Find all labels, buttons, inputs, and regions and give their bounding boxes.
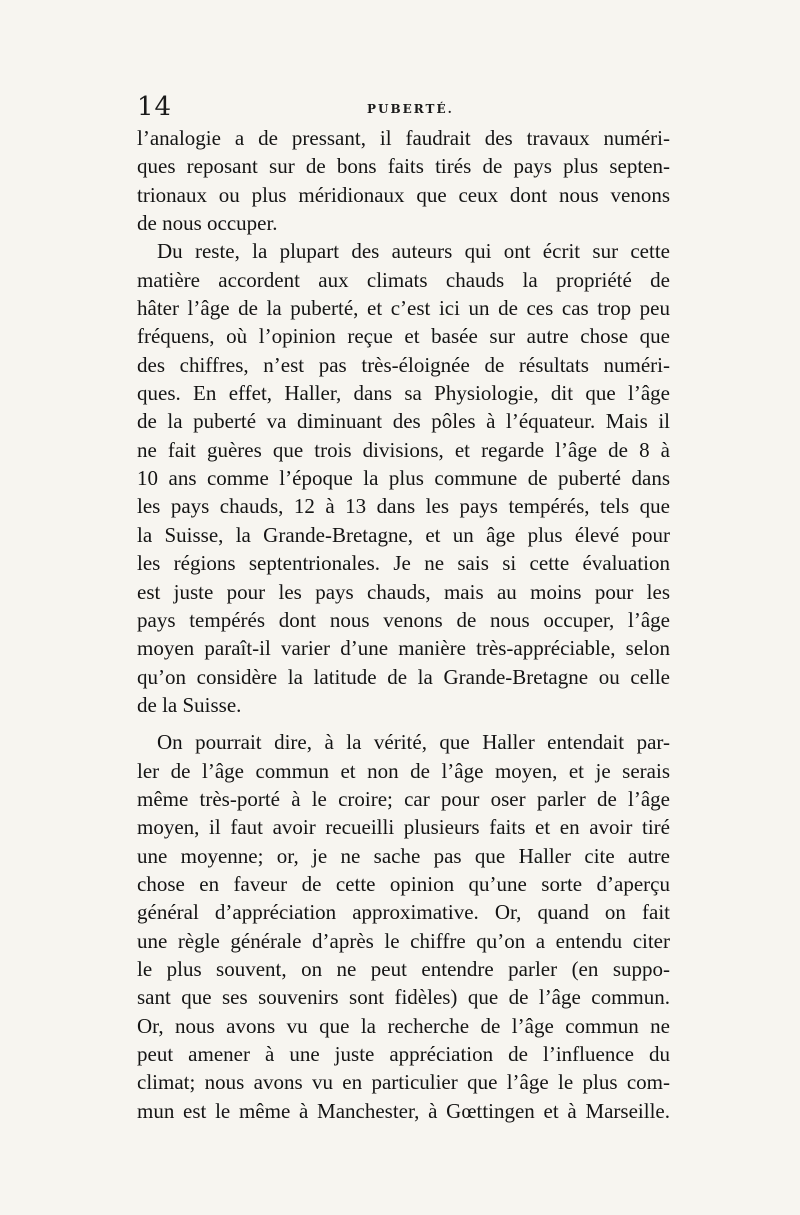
text-line: qu’on considère la latitude de la Grande-Bretagne ou celle <box>137 664 670 689</box>
paragraph-3 <box>137 728 670 1125</box>
text-line: une règle générale d’après le chiffre qu’on a entendu citer <box>137 928 670 953</box>
text-line: pays tempérés dont nous venons de nous occuper, l’âge <box>137 607 670 632</box>
text-line: mun est le même à Manchester, à Gœttingen et à Marseille. <box>137 1098 670 1123</box>
text-line: de la puberté va diminuant des pôles à l’équateur. Mais il <box>137 409 670 434</box>
text-line: moyen paraît-il varier d’une manière très-appréciable, selon <box>137 636 670 661</box>
text-line: les pays chauds, 12 à 13 dans les pays tempérés, tels que <box>137 494 670 519</box>
text-line: chose en faveur de cette opinion qu’une sorte d’aperçu <box>137 871 670 896</box>
text-line: une moyenne; or, je ne sache pas que Haller cite autre <box>137 843 670 868</box>
paragraph-2 <box>137 237 670 719</box>
text-line: moyen, il faut avoir recueilli plusieurs faits et en avoir tiré <box>137 815 670 840</box>
text-line: 10 ans comme l’époque la plus commune de puberté dans <box>137 466 670 491</box>
paragraph-1 <box>137 124 670 237</box>
text-line: la Suisse, la Grande-Bretagne, et un âge plus élevé pour <box>137 522 670 547</box>
page-number: 14 <box>137 92 173 122</box>
text-line: sant que ses souvenirs sont fidèles) que de l’âge commun. <box>137 985 670 1010</box>
text-line: de la Suisse. <box>137 692 242 717</box>
text-line: les régions septentrionales. Je ne sais si cette évaluation <box>137 551 670 576</box>
text-line: même très-porté à le croire; car pour oser parler de l’âge <box>137 786 670 811</box>
text-line: est juste pour les pays chauds, mais au moins pour les <box>137 579 670 604</box>
body-text <box>137 124 670 1125</box>
text-line: On pourrait dire, à la vérité, que Haller entendait par- <box>157 730 670 755</box>
paragraph-gap <box>137 719 670 728</box>
text-line: ques reposant sur de bons faits tirés de pays plus septen- <box>137 154 670 179</box>
text-line: Du reste, la plupart des auteurs qui ont écrit sur cette <box>157 239 670 264</box>
text-line: matière accordent aux climats chauds la propriété de <box>137 267 670 292</box>
text-line: ques. En effet, Haller, dans sa Physiologie, dit que l’âge <box>137 381 670 406</box>
running-title: PUBERTÉ. <box>367 102 454 116</box>
text-line: ler de l’âge commun et non de l’âge moyen, et je serais <box>137 758 670 783</box>
text-line: fréquens, où l’opinion reçue et basée sur autre chose que <box>137 324 670 349</box>
text-line: de nous occuper. <box>137 211 278 236</box>
text-line: hâter l’âge de la puberté, et c’est ici un de ces cas trop peu <box>137 296 670 321</box>
text-line: Or, nous avons vu que la recherche de l’âge commun ne <box>137 1013 670 1038</box>
text-line: ne fait guères que trois divisions, et regarde l’âge de 8 à <box>137 437 670 462</box>
text-line: général d’appréciation approximative. Or, quand on fait <box>137 900 670 925</box>
text-line: des chiffres, n’est pas très-éloignée de résultats numéri- <box>137 352 670 377</box>
text-line: trionaux ou plus méridionaux que ceux dont nous venons <box>137 182 670 207</box>
text-line: peut amener à une juste appréciation de l’influence du <box>137 1042 670 1066</box>
page-header <box>137 92 670 122</box>
text-line: climat; nous avons vu en particulier que l’âge le plus com- <box>137 1070 670 1095</box>
text-line: l’analogie a de pressant, il faudrait des travaux numéri- <box>137 126 670 150</box>
text-line: le plus souvent, on ne peut entendre parler (en suppo- <box>137 956 670 981</box>
